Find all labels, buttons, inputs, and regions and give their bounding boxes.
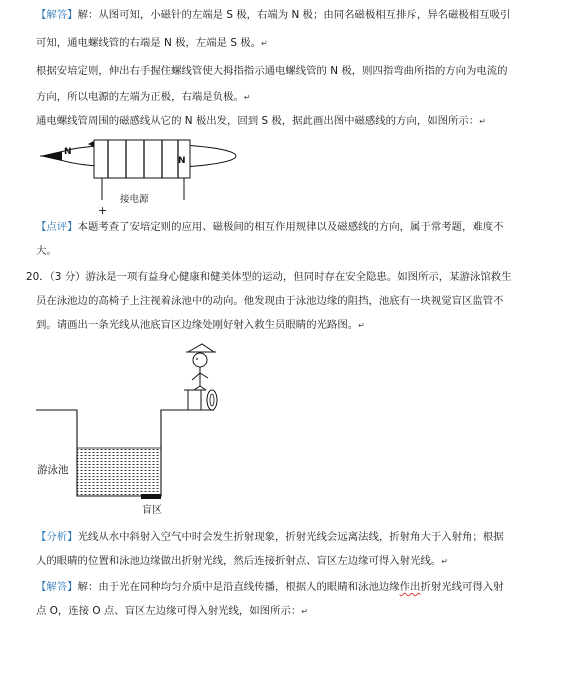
blind-zone-bar xyxy=(141,494,161,499)
comment-line-2: 大。 xyxy=(36,245,57,257)
answer2-line-1: 【解答】解：由于光在同种均匀介质中是沿直线传播，根据人的眼睛和泳池边缘作出折射光线可得入射 xyxy=(36,581,504,593)
answer-tag: 【解答】 xyxy=(36,9,78,21)
answer2-tag: 【解答】 xyxy=(36,581,78,593)
straw-hat-icon xyxy=(188,344,214,352)
answer-line-3: 根据安培定则，伸出右手握住螺线管使大拇指指示通电螺线管的 N 极，则四指弯曲所指的方向为电流的 xyxy=(36,65,508,77)
pool-label: 游泳池 xyxy=(37,464,69,476)
needle-n-label: N xyxy=(64,147,72,157)
analysis-line-1: 【分析】光线从水中斜射入空气中时会发生折射现象，折射光线会远离法线，折射角大于入射角；根据 xyxy=(36,531,504,543)
pool-water xyxy=(77,448,161,496)
answer-line-4: 方向，所以电源的左端为正极，右端是负极。↵ xyxy=(36,91,251,103)
solenoid-figure xyxy=(36,134,236,220)
answer2-line-2: 点 O，连接 O 点、盲区左边缘可得入射光线，如图所示：↵ xyxy=(36,605,308,617)
answer-line-2: 可知，通电螺线管的右端是 N 极，左端是 S 极。↵ xyxy=(36,37,268,49)
lifeguard-eye-icon xyxy=(196,358,198,360)
coil-n-label: N xyxy=(178,156,186,166)
chair-back-icon xyxy=(207,390,217,410)
plus-terminal: + xyxy=(98,204,108,217)
comment-tag: 【点评】 xyxy=(36,221,78,233)
power-label: 接电源 xyxy=(120,194,149,205)
question-20-line-1: 20．（3 分）游泳是一项有益身心健康和健美体型的运动，但同时存在安全隐患。如图所示，某游泳馆救生 xyxy=(26,271,512,283)
blind-zone-label: 盲区 xyxy=(142,505,162,516)
lifeguard-head-icon xyxy=(193,353,207,367)
comment-line-1: 【点评】本题考查了安培定则的应用、磁极间的相互作用规律以及磁感线的方向，属于常考题，难度不 xyxy=(36,221,504,233)
answer-line-1: 【解答】解：从图可知，小磁针的左端是 S 极，右端为 N 极；由同名磁极相互排斥，异名磁极相互吸引 xyxy=(36,9,511,21)
analysis-tag: 【分析】 xyxy=(36,531,78,543)
question-20-line-2: 员在泳池边的高椅子上注视着泳池中的动向。他发现由于泳池边缘的阻挡，池底有一块视觉盲区监管不 xyxy=(36,295,504,307)
spellcheck-underline: 作出 xyxy=(399,581,421,593)
answer-line-5: 通电螺线管周围的磁感线从它的 N 极出发，回到 S 极，据此画出图中磁感线的方向，如图所示：↵ xyxy=(36,115,486,127)
analysis-line-2: 人的眼睛的位置和泳池边缘做出折射光线，然后连接折射点、盲区左边缘可得入射光线。↵ xyxy=(36,555,448,567)
question-20-line-3: 到。请画出一条光线从池底盲区边缘处刚好射入救生员眼睛的光路图。↵ xyxy=(36,319,365,331)
lifeguard-body xyxy=(192,367,208,390)
pool-figure xyxy=(36,340,246,516)
